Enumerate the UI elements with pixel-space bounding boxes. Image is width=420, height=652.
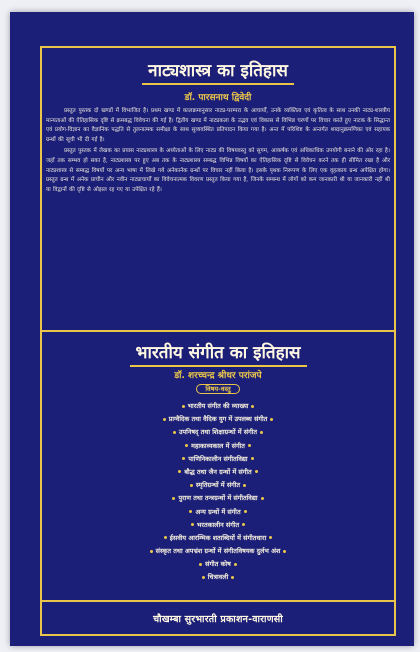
contents-list <box>42 400 394 585</box>
bullet-icon <box>190 484 193 487</box>
bullet-icon <box>185 444 188 447</box>
contents-item <box>42 453 394 466</box>
section1-paragraph: प्रस्तुत पुस्तक दो खण्डों में विभाजित है। प्रथम खण्ड में कालक्रमानुसार नाट्य-परम्परा के आचार्यों, उनके व्यक्तित्व एवं कृतित्व के साथ उनकी नाट्य-शास्त्रीय मान्यताओं की ऐतिहासिक दृष्टि से क्रमबद्ध विवेचना की गई है। द्वितीय खण्ड में नाट्यकला के उद्भव एवं विकास से विभिन्न चरणों पर विचार करते हुए नाटक के सिद्धान्त एवं प्रयोग-विज्ञान का वैज्ञानिक पद्धति से तुलनात्मक समीक्षा के साथ सुव्यवस्थित प्रतिपादन किया गया है। अन्त में परिशिष्ट के अन्तर्गत शब्दानुक्रमणिका एवं सहायक ग्रन्थों की सूची भी दी गई है। <box>46 108 390 143</box>
bullet-icon <box>255 470 258 473</box>
contents-item-text: चित्रावली <box>207 573 229 582</box>
bullet-icon <box>269 536 272 539</box>
contents-item <box>42 492 394 505</box>
contents-item-text: संस्कृत तथा अपभ्रंश ग्रन्थों में संगीतविषयक दुर्लभ अंश <box>155 547 281 556</box>
bullet-icon <box>189 510 192 513</box>
cover-frame <box>40 46 396 636</box>
contents-item <box>42 532 394 545</box>
contents-item <box>42 571 394 584</box>
bullet-icon <box>248 444 251 447</box>
contents-item-text: उपनिषद् तथा शिक्षाग्रन्थों में संगीत <box>178 428 258 437</box>
contents-item <box>42 545 394 558</box>
contents-heading <box>42 384 394 394</box>
contents-heading-text: विषय-वस्तु <box>196 384 239 394</box>
bullet-icon <box>242 523 245 526</box>
contents-item-text: ईसवीय आरम्भिक शताब्दियों में संगीतधारा <box>169 533 267 542</box>
contents-item <box>42 506 394 519</box>
contents-item-text: पुराण तथा तन्त्रग्रन्थों में संगीतविद्या <box>178 494 258 503</box>
bullet-icon <box>244 510 247 513</box>
contents-item-text: संगीत कोष <box>205 560 231 569</box>
bullet-icon <box>178 470 181 473</box>
section2-title-text: भारतीय संगीत का इतिहास <box>130 343 307 367</box>
bullet-icon <box>172 497 175 500</box>
contents-item-text: महाकाव्यकाल में संगीत <box>191 441 245 450</box>
contents-item-text: स्मृतिग्रन्थों में संगीत <box>195 481 241 490</box>
section1-paragraph: प्रस्तुत पुस्तक में लेखक का प्रयास नाट्यशास्त्र के अध्येताओं के लिए नाट्य की विषयवस्तु को सुगम, आकर्षक एवं अधिकाधिक उपयोगी बनाने की ओर रहा है। जहाँ तक सम्भव हो सका है, नाट्यशास्त्र पर हुए अब तक के नाट्यशास्त्र सम्बद्ध विभिन्न विषयों का ऐतिहासिक दृष्टि से विवेचन करने तक ही सीमित रखा है और नाट्यशास्त्र से सम्बद्ध विषयों पर अन्य भाषा में लिखे गये अनेकानेक ग्रन्थों पर विचार नहीं किया है। इसके पृथक निरूपण के लिए एक वृहत्काय ग्रन्थ अपेक्षित होगा। प्रस्तुत ग्रन्थ में अनेक प्राचीन और नवीन नाट्याचार्यों का विवेचनात्मक विवरण प्रस्तुत किया गया है, जिनके सम्बन्ध में लोगों को कम जानकारी थी या जानकारी नहीं थी या विद्वानों की दृष्टि से ओझल रह गए या उपेक्षित रहे हैं। <box>46 148 390 193</box>
section1-description <box>42 107 394 195</box>
contents-item <box>42 519 394 532</box>
bullet-icon <box>283 550 286 553</box>
bullet-icon <box>261 497 264 500</box>
contents-item <box>42 413 394 426</box>
bullet-icon <box>182 405 185 408</box>
bullet-icon <box>173 431 176 434</box>
bullet-icon <box>163 418 166 421</box>
contents-item-text: भारतीय संगीत की व्याख्या <box>187 402 249 410</box>
contents-item <box>42 466 394 479</box>
section1-author: डॉ. पारसनाथ द्विवेदी <box>184 93 252 103</box>
contents-item <box>42 426 394 439</box>
contents-item-text: बौद्ध तथा जैन ग्रन्थों में संगीत <box>184 467 252 476</box>
contents-item-text: पाणिनिकालीन संगीतविद्या <box>188 454 248 463</box>
contents-item <box>42 400 394 413</box>
bullet-icon <box>164 536 167 539</box>
publisher-footer <box>42 602 394 634</box>
bullet-icon <box>199 563 202 566</box>
bullet-icon <box>150 550 153 553</box>
book-back-cover <box>10 12 414 646</box>
bullet-icon <box>251 405 254 408</box>
bullet-icon <box>270 418 273 421</box>
bullet-icon <box>243 484 246 487</box>
contents-item-text: प्राग्वैदिक तथा वैदिक युग में उपलब्ध संगीत <box>168 415 268 424</box>
bullet-icon <box>202 576 205 579</box>
publisher-name: चौखम्बा सुरभारती प्रकाशन-वाराणसी <box>153 613 283 625</box>
section1-title-text: नाट्यशास्त्र का इतिहास <box>142 61 294 85</box>
book-section-sangeet <box>42 332 394 600</box>
contents-item-text: भरतकालीन संगीत <box>196 520 240 529</box>
book-section-natyashastra <box>42 48 394 330</box>
contents-item <box>42 479 394 492</box>
section1-title <box>42 58 394 82</box>
bullet-icon <box>182 457 185 460</box>
bullet-icon <box>234 563 237 566</box>
section2-title <box>42 340 394 364</box>
bullet-icon <box>191 523 194 526</box>
bullet-icon <box>260 431 263 434</box>
contents-item-text: अन्य ग्रन्थों में संगीत <box>195 507 241 516</box>
contents-item <box>42 440 394 453</box>
bullet-icon <box>231 576 234 579</box>
section2-author: डॉ. शरच्चन्द्र श्रीधर परांजपे <box>174 371 262 381</box>
bullet-icon <box>251 457 254 460</box>
contents-item <box>42 558 394 571</box>
